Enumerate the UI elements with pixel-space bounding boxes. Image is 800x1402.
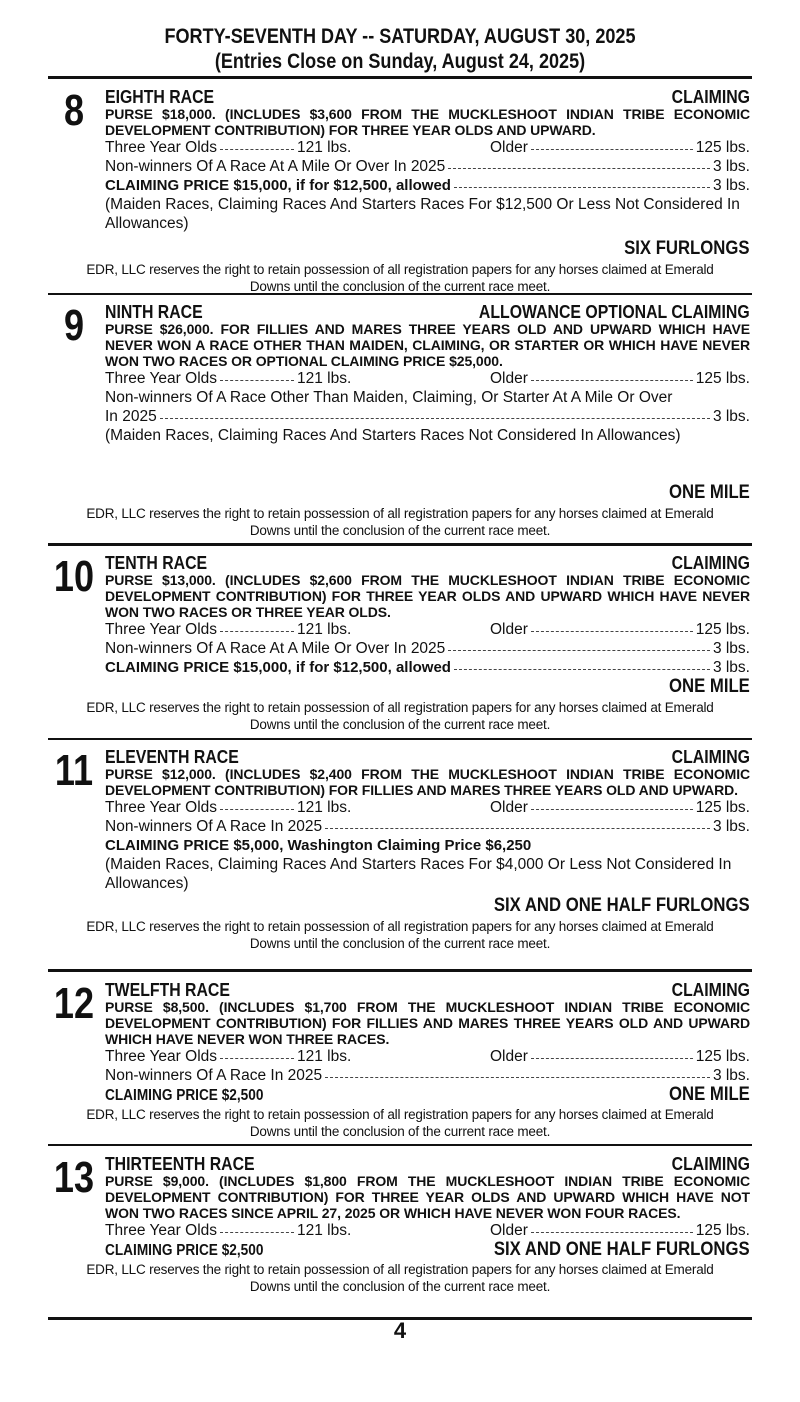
entries-close-note: (Entries Close on Sunday, August 24, 2025) <box>214 50 586 73</box>
allowance-line: Non-winners Of A Race In 2025 3 lbs. <box>105 1066 750 1084</box>
purse-conditions: PURSE $9,000. (INCLUDES $1,800 FROM THE MUCKLESHOOT INDIAN TRIBE ECONOMIC DEVELOPMENT CONTRIBUTION) FOR THREE YEAR OLDS AND UPWARD WHICH HAVE NOT WON TWO RACES SINCE APRIL 27, 2025 OR WHICH HAVE NEVER WON FOUR RACES. <box>105 1173 750 1221</box>
race-9 <box>48 295 752 543</box>
race-type: ALLOWANCE OPTIONAL CLAIMING <box>479 302 750 322</box>
condition-book-page <box>48 24 752 1320</box>
race-type: CLAIMING <box>671 747 750 767</box>
allowance-note: (Maiden Races, Claiming Races And Starters Races For $4,000 Or Less Not Considered In Allowances) <box>105 856 732 892</box>
race-heading <box>105 981 750 999</box>
race-heading <box>105 748 750 766</box>
weights-row: Three Year Olds 121 lbs. Older 125 lbs. <box>105 370 750 387</box>
older-label: Older <box>490 138 528 156</box>
weights-row <box>105 138 750 157</box>
race-type: CLAIMING <box>671 1154 750 1174</box>
weights-row: Three Year Olds 121 lbs. Older 125 lbs. <box>105 1222 750 1239</box>
weights-row: Three Year Olds 121 lbs. Older 125 lbs. <box>105 799 750 816</box>
allowance-note: (Maiden Races, Claiming Races And Starters Races Not Considered In Allowances) <box>105 427 681 444</box>
edr-notice: EDR, LLC reserves the right to retain possession of all registration papers for any horses claimed at Emerald Downs until the conclusion of the current race meet. <box>86 506 714 538</box>
three-year-olds-label: Three Year Olds <box>105 138 218 156</box>
edr-notice: EDR, LLC reserves the right to retain possession of all registration papers for any horses claimed at Emerald Downs until the conclusion of the current race meet. <box>86 1262 714 1294</box>
weights-row: Three Year Olds 121 lbs. Older 125 lbs. <box>105 1047 750 1065</box>
race-number: 10 <box>53 551 95 601</box>
claim-distance-row <box>105 1240 750 1260</box>
allowance-note: (Maiden Races, Claiming Races And Starters Races For $12,500 Or Less Not Considered In Allowances) <box>105 195 740 232</box>
claim-distance-row <box>105 1085 750 1105</box>
claiming-price-line: CLAIMING PRICE $2,500 <box>105 1242 264 1259</box>
race-type: CLAIMING <box>671 979 750 1000</box>
edr-notice: EDR, LLC reserves the right to retain possession of all registration papers for any horses claimed at Emerald Downs until the conclusion of the current race meet. <box>86 699 714 732</box>
race-10 <box>48 546 752 738</box>
day-title: FORTY-SEVENTH DAY -- SATURDAY, AUGUST 30, 2025 <box>164 25 636 48</box>
race-distance: SIX AND ONE HALF FURLONGS <box>494 1239 750 1260</box>
claiming-price-line: CLAIMING PRICE $15,000, if for $12,500, allowed 3 lbs. <box>105 176 750 194</box>
claiming-price-line: CLAIMING PRICE $15,000, if for $12,500, allowed 3 lbs. <box>105 658 750 676</box>
race-distance: SIX FURLONGS <box>624 237 750 259</box>
race-13 <box>48 1146 752 1317</box>
allowance-line: Non-winners Of A Race At A Mile Or Over In 2025 3 lbs. <box>105 639 750 657</box>
race-name: TENTH RACE <box>105 552 208 573</box>
race-distance: ONE MILE <box>669 1083 750 1105</box>
page-number: 4 <box>393 1318 407 1343</box>
race-number: 11 <box>54 746 94 795</box>
older-weight: 125 lbs. <box>695 138 750 156</box>
purse-conditions: PURSE $18,000. (INCLUDES $3,600 FROM THE MUCKLESHOOT INDIAN TRIBE ECONOMIC DEVELOPMENT CONTRIBUTION) FOR THREE YEAR OLDS AND UPWARD. <box>105 105 750 138</box>
purse-conditions: PURSE $26,000. FOR FILLIES AND MARES THREE YEARS OLD AND UPWARD WHICH HAVE NEVER WON A RACE OTHER THAN MAIDEN, CLAIMING, OR STARTER OR WHICH HAVE NEVER WON TWO RACES OR OPTIONAL CLAIMING PRICE $25,000. <box>105 321 750 369</box>
race-name: ELEVENTH RACE <box>105 747 239 767</box>
race-number: 9 <box>63 301 85 350</box>
race-11 <box>48 740 752 969</box>
allowance-line-cont: In 2025 3 lbs. <box>105 408 750 425</box>
race-number: 8 <box>63 85 85 135</box>
race-heading <box>105 88 750 106</box>
claiming-price-line: CLAIMING PRICE $2,500 <box>105 1086 264 1104</box>
race-name: TWELFTH RACE <box>105 979 230 1000</box>
race-name: NINTH RACE <box>105 302 203 322</box>
purse-conditions: PURSE $13,000. (INCLUDES $2,600 FROM THE MUCKLESHOOT INDIAN TRIBE ECONOMIC DEVELOPMENT CONTRIBUTION) FOR THREE YEAR OLDS AND UPWARD WHICH HAVE NEVER WON TWO RACES OR THREE YEAR OLDS. <box>105 571 750 620</box>
purse-conditions: PURSE $12,000. (INCLUDES $2,400 FROM THE MUCKLESHOOT INDIAN TRIBE ECONOMIC DEVELOPMENT CONTRIBUTION) FOR FILLIES AND MARES THREE YEARS OLD AND UPWARD. <box>105 766 750 798</box>
edr-notice: EDR, LLC reserves the right to retain possession of all registration papers for any horses claimed at Emerald Downs until the conclusion of the current race meet. <box>86 1106 714 1139</box>
allowance-line: Non-winners Of A Race In 2025 3 lbs. <box>105 818 750 835</box>
race-type: CLAIMING <box>671 552 750 573</box>
race-distance: SIX AND ONE HALF FURLONGS <box>494 895 750 916</box>
claiming-price-line: CLAIMING PRICE $5,000, Washington Claiming Price $6,250 <box>105 837 532 854</box>
race-heading <box>105 1155 750 1173</box>
race-number: 12 <box>53 978 95 1028</box>
purse-conditions: PURSE $8,500. (INCLUDES $1,700 FROM THE MUCKLESHOOT INDIAN TRIBE ECONOMIC DEVELOPMENT CONTRIBUTION) FOR FILLIES AND MARES THREE YEARS OLD AND UPWARD WHICH HAVE NEVER WON THREE RACES. <box>105 998 750 1047</box>
race-name: EIGHTH RACE <box>105 86 215 107</box>
edr-notice: EDR, LLC reserves the right to retain possession of all registration papers for any horses claimed at Emerald Downs until the conclusion of the current race meet. <box>86 261 714 294</box>
race-type: CLAIMING <box>671 86 750 107</box>
race-12 <box>48 972 752 1144</box>
race-distance: ONE MILE <box>669 675 750 697</box>
edr-notice: EDR, LLC reserves the right to retain possession of all registration papers for any horses claimed at Emerald Downs until the conclusion of the current race meet. <box>86 919 714 951</box>
race-number: 13 <box>53 1153 95 1202</box>
three-year-olds-weight: 121 lbs. <box>297 138 352 156</box>
race-8 <box>48 79 752 293</box>
race-distance: ONE MILE <box>669 482 750 503</box>
race-heading <box>105 303 750 321</box>
allowance-line: Non-winners Of A Race At A Mile Or Over In 2025 3 lbs. <box>105 157 750 175</box>
race-name: THIRTEENTH RACE <box>105 1154 255 1174</box>
weights-row: Three Year Olds 121 lbs. Older 125 lbs. <box>105 620 750 638</box>
race-heading <box>105 554 750 572</box>
allowance-line: Non-winners Of A Race Other Than Maiden, Claiming, Or Starter At A Mile Or Over <box>105 389 673 406</box>
